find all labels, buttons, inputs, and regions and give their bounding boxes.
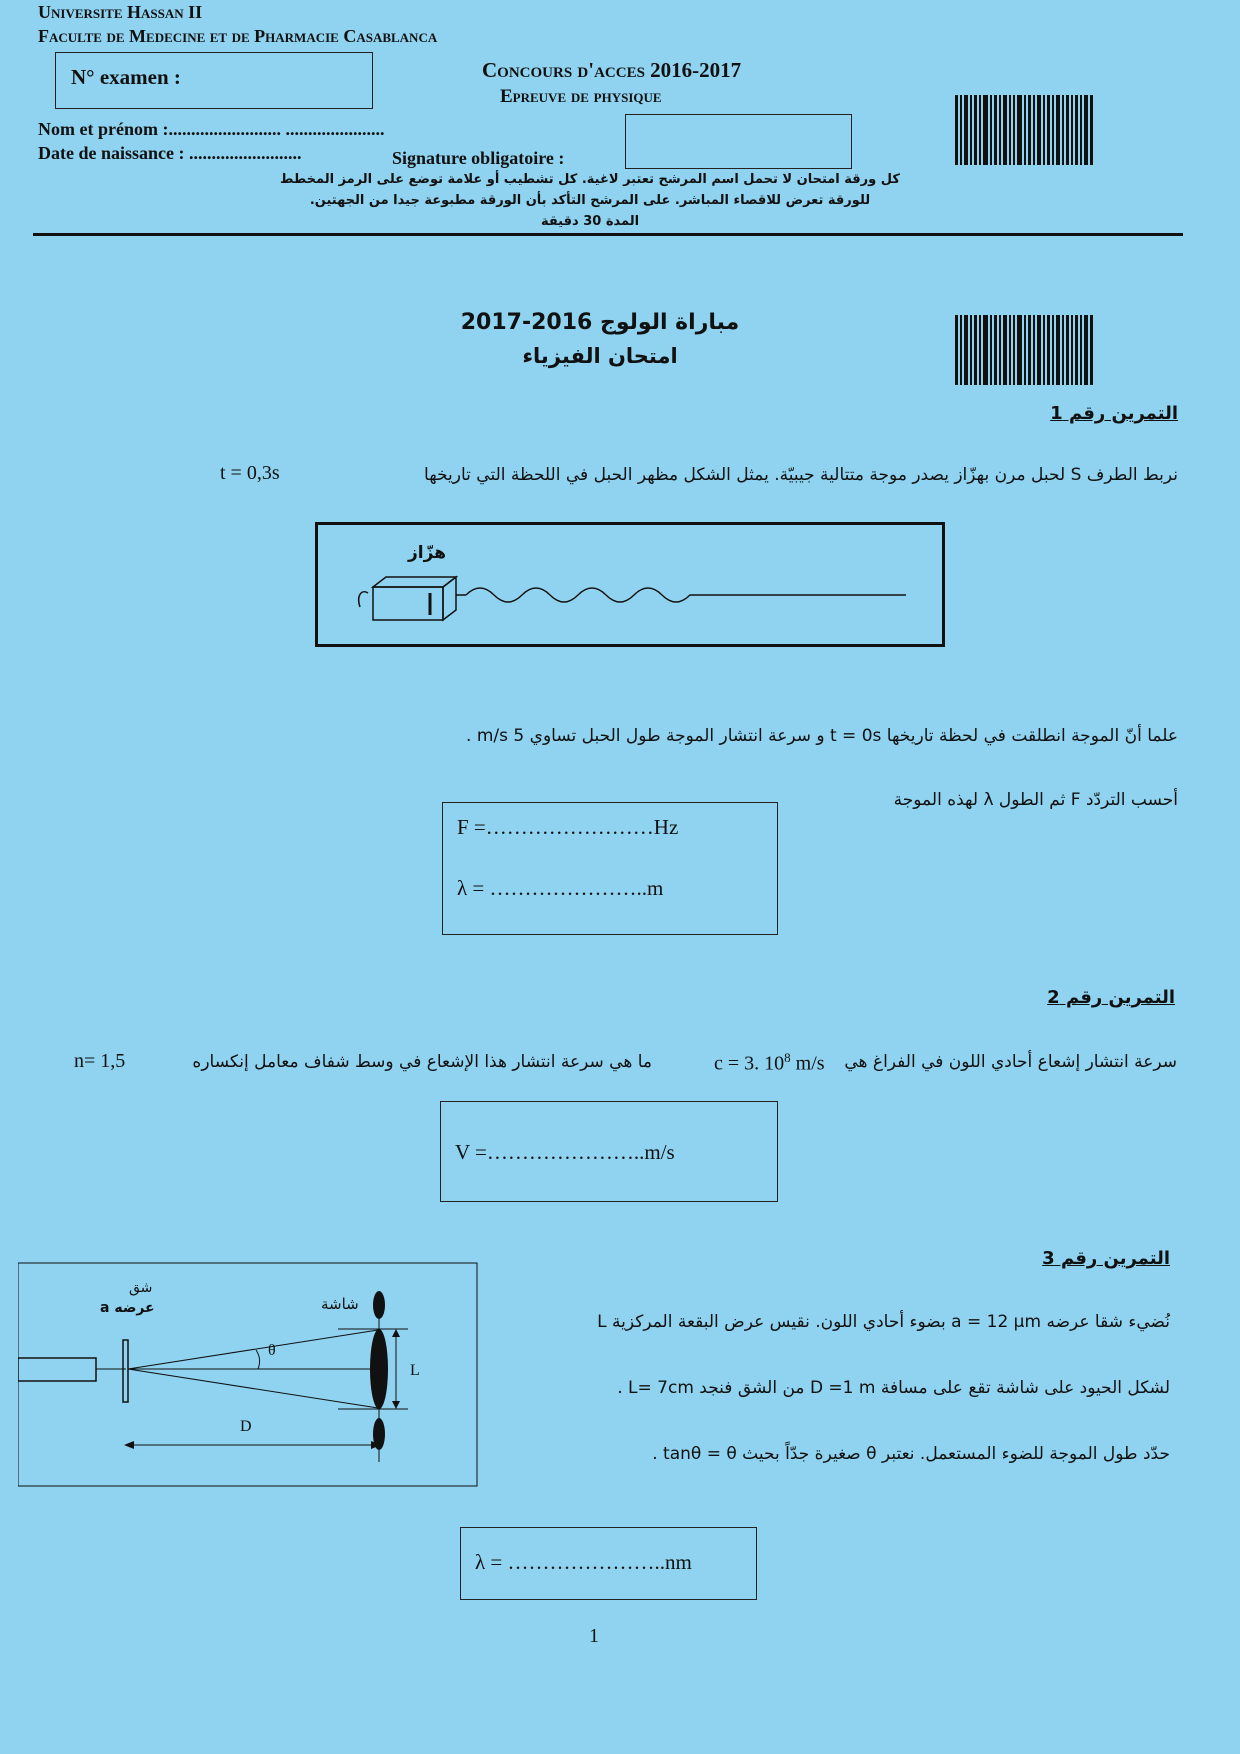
light-speed-value: c = 3. $10^8$ m/s bbox=[714, 1050, 825, 1075]
exercise-2-text-2: ما هي سرعة انتشار هذا الإشعاع في وسط شفاف معامل إنكساره bbox=[192, 1052, 652, 1072]
exercise-3-answer-box[interactable] bbox=[460, 1527, 757, 1600]
exercise-1-heading: التمرين رقم 1 bbox=[1050, 403, 1178, 424]
exercise-2-statement bbox=[72, 1050, 1177, 1080]
birth-date-label: Date de naissance : ......................... bbox=[38, 143, 302, 163]
warning-line-2: للورقة تعرض للاقصاء المباشر. على المرشح التأكد بأن الورقة مطبوعة جيدا من الجهتين. bbox=[309, 193, 871, 208]
l-label: L bbox=[410, 1362, 420, 1379]
exercise-2-text-1: سرعة انتشار إشعاع أحادي اللون في الفراغ هي bbox=[844, 1052, 1177, 1072]
exercise-1-statement: نربط الطرف S لحبل مرن بهزّاز يصدر موجة متتالية جيبيّة. يمثل الشكل مظهر الحبل في اللحظة التي تاريخها bbox=[424, 465, 1178, 485]
test-title: Epreuve de physique bbox=[500, 86, 662, 107]
page-number: 1 bbox=[589, 1625, 599, 1647]
exercise-3-wavelength-answer[interactable]: λ = …………………..nm bbox=[475, 1550, 692, 1574]
exercise-3-line-3: حدّد طول الموجة للضوء المستعمل. نعتبر θ صغيرة جدّاً بحيث tanθ = θ . bbox=[652, 1444, 1170, 1464]
exam-number-label: N° examen : bbox=[71, 65, 181, 89]
barcode-top bbox=[955, 95, 1103, 165]
slit-width-label: عرضه a bbox=[100, 1300, 155, 1316]
signature-box[interactable] bbox=[625, 114, 852, 169]
exercise-3-heading: التمرين رقم 3 bbox=[1042, 1248, 1170, 1269]
exam-duration: المدة 30 دقيقة bbox=[540, 214, 640, 229]
wavelength-answer[interactable]: λ = …………………..m bbox=[457, 876, 664, 900]
slit-label: شق bbox=[129, 1280, 153, 1296]
vibrator-figure bbox=[315, 522, 945, 647]
exercise-1-given: علما أنّ الموجة انطلقت في لحظة تاريخها t = 0s و سرعة انتشار الموجة طول الحبل تساوي 5 m/s . bbox=[466, 726, 1178, 746]
vibrator-label: هزّاز bbox=[408, 543, 446, 563]
diffraction-figure bbox=[18, 1262, 478, 1487]
header-divider bbox=[33, 233, 1183, 236]
university-name: Universite Hassan II bbox=[38, 2, 203, 22]
exercise-2-answer-box[interactable] bbox=[440, 1101, 778, 1202]
exam-number-box[interactable] bbox=[55, 52, 373, 109]
exercise-1-answer-box[interactable] bbox=[442, 802, 778, 935]
faculty-name: Faculte de Medecine et de Pharmacie Casablanca bbox=[38, 26, 438, 46]
warning-line-1: كل ورقة امتحان لا تحمل اسم المرشح تعتبر لاغية. كل تشطيب أو علامة توضع على الرمز المخطط bbox=[280, 172, 900, 187]
exercise-3-line-1: نُضيء شقا عرضه a = 12 µm بضوء أحادي اللون. نقيس عرض البقعة المركزية L bbox=[597, 1312, 1170, 1332]
barcode-second bbox=[955, 315, 1103, 385]
name-field-label: Nom et prénom :......................... ...................... bbox=[38, 119, 385, 139]
test-title-ar: امتحان الفيزياء bbox=[522, 344, 678, 368]
contest-title-ar: مباراة الولوج 2016-2017 bbox=[460, 310, 740, 335]
theta-label: θ bbox=[268, 1342, 276, 1359]
frequency-answer[interactable]: F =……………………Hz bbox=[457, 815, 679, 839]
screen-label: شاشة bbox=[321, 1295, 359, 1313]
velocity-answer[interactable]: V =…………………..m/s bbox=[455, 1140, 675, 1164]
refraction-index: n= 1,5 bbox=[74, 1050, 126, 1072]
contest-title: Concours d'acces 2016-2017 bbox=[482, 58, 742, 82]
diffraction-figure-drawing bbox=[18, 1262, 478, 1487]
exercise-1-question: أحسب التردّد F ثم الطول λ لهذه الموجة bbox=[893, 790, 1178, 810]
exercise-3-line-2: لشكل الحيود على شاشة تقع على مسافة D =1 m من الشق فنجد L= 7cm . bbox=[617, 1378, 1170, 1398]
exercise-1-time: t = 0,3s bbox=[220, 462, 280, 484]
d-label: D bbox=[240, 1418, 252, 1435]
exercise-2-heading: التمرين رقم 2 bbox=[1047, 987, 1175, 1008]
signature-label: Signature obligatoire : bbox=[392, 148, 565, 168]
